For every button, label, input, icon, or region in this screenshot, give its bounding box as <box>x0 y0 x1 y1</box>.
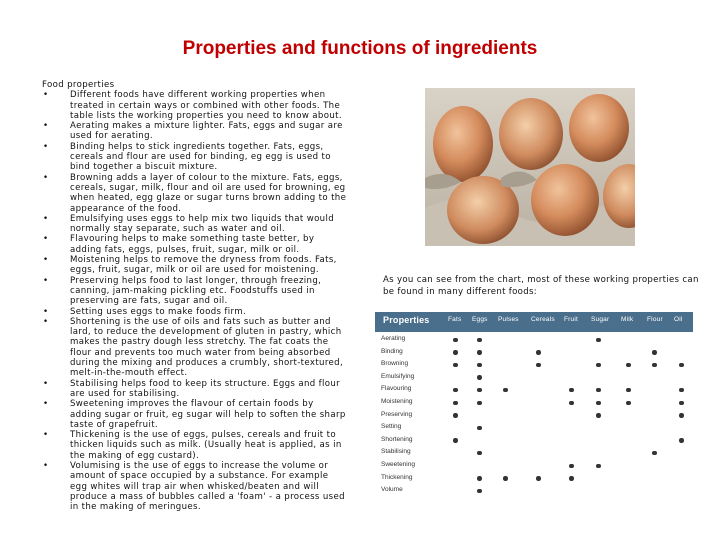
chart-dot <box>477 338 482 343</box>
chart-corner-label: Properties <box>383 315 430 325</box>
chart-column-header: Eggs <box>472 316 488 323</box>
property-item-text: Thickening is the use of eggs, pulses, cereals and fruit to thicken liquids such as milk. (Usually heat is applied, as in the making of egg custard). <box>70 430 342 461</box>
chart-caption: As you can see from the chart, most of these working properties can be found in many different foods: <box>383 275 699 297</box>
eggs-in-carton-image <box>425 88 635 246</box>
property-item <box>42 214 348 235</box>
property-item-text: Shortening is the use of oils and fats such as butter and lard, to reduce the development of gluten in pastry, which makes the pastry dough less stretchy. The fat coats the flour and prevents too much water from being absorbed during the mixing and produces a crumbly, short-textured, melt-in-the-mouth effect. <box>70 316 344 379</box>
chart-dot <box>679 401 684 406</box>
property-item-text: Emulsifying uses eggs to help mix two liquids that would normally stay separate, such as water and oil. <box>70 213 335 235</box>
chart-column-header: Flour <box>647 316 663 323</box>
property-item-text: Preserving helps food to last longer, through freezing, canning, jam-making pickling etc. Foodstuffs used in preserving are fats, sugar and oil. <box>70 275 322 307</box>
chart-row <box>375 397 693 409</box>
chart-dot <box>453 338 458 343</box>
chart-dot <box>569 388 574 393</box>
properties-chart <box>375 312 693 502</box>
bullet-icon: • <box>43 90 49 101</box>
chart-dot <box>679 438 684 443</box>
bullet-icon: • <box>43 316 49 327</box>
chart-row <box>375 460 693 472</box>
chart-column-header: Oil <box>674 316 683 323</box>
chart-dot <box>477 375 482 380</box>
chart-column-header: Fruit <box>564 316 578 323</box>
chart-row <box>375 347 693 359</box>
property-item-text: Sweetening improves the flavour of certain foods by adding sugar or fruit, eg sugar will help to soften the sharp taste of grapefruit. <box>70 399 346 430</box>
bullet-icon: • <box>43 378 49 389</box>
chart-row <box>375 485 693 497</box>
chart-dot <box>679 363 684 368</box>
chart-dot <box>536 476 541 481</box>
section-heading: Food properties <box>42 80 115 90</box>
chart-dot <box>679 388 684 393</box>
chart-row-label: Emulsifying <box>381 372 415 380</box>
chart-row-label: Browning <box>381 360 409 368</box>
chart-dot <box>477 489 482 494</box>
property-item-text: Stabilising helps food to keep its structure. Eggs and flour are used for stabilising. <box>70 378 341 399</box>
property-item-text: Different foods have different working properties when treated in certain ways or combined with other foods. The table lists the working properties you need to know about. <box>70 90 342 121</box>
property-item-text: Flavouring helps to make something taste better, by adding fats, eggs, pulses, fruit, sugar, milk or oil. <box>70 234 315 255</box>
bullet-icon: • <box>43 234 49 245</box>
chart-dot <box>569 401 574 406</box>
chart-row-label: Setting <box>381 423 402 431</box>
chart-row <box>375 410 693 422</box>
bullet-icon: • <box>43 141 49 152</box>
chart-dot <box>453 363 458 368</box>
chart-header <box>375 312 693 332</box>
food-properties-text <box>42 80 348 512</box>
chart-row-label: Aerating <box>381 335 406 342</box>
property-item <box>42 276 348 307</box>
properties-list <box>42 90 348 512</box>
chart-row-label: Sweetening <box>381 461 415 468</box>
chart-dot <box>569 476 574 481</box>
chart-dot <box>477 388 482 393</box>
chart-dot <box>453 413 458 418</box>
chart-dot <box>477 363 482 368</box>
property-item <box>42 173 348 214</box>
property-item <box>42 255 348 276</box>
eggs-photo <box>425 88 635 246</box>
chart-dot <box>596 338 601 343</box>
chart-dot <box>596 388 601 393</box>
chart-column-header: Fats <box>448 316 462 323</box>
chart-dot <box>652 350 657 355</box>
chart-dot <box>503 476 508 481</box>
chart-dot <box>626 363 631 368</box>
chart-row <box>375 359 693 371</box>
bullet-icon: • <box>43 121 49 132</box>
chart-dot <box>477 350 482 355</box>
chart-dot <box>503 388 508 393</box>
chart-row <box>375 473 693 485</box>
bullet-icon: • <box>43 213 49 224</box>
property-item <box>42 234 348 255</box>
chart-row-label: Preserving <box>381 410 413 418</box>
chart-row-label: Shortening <box>381 435 413 443</box>
bullet-icon: • <box>43 430 49 441</box>
chart-dot <box>679 413 684 418</box>
chart-row-label: Moistening <box>381 398 413 405</box>
property-item-text: Aerating makes a mixture lighter. Fats, eggs and sugar are used for aerating. <box>70 121 343 142</box>
chart-column-header: Sugar <box>591 316 610 323</box>
chart-row <box>375 384 693 396</box>
chart-row-label: Flavouring <box>381 385 412 393</box>
chart-row-label: Stabilising <box>381 448 411 456</box>
chart-dot <box>453 438 458 443</box>
chart-dot <box>536 363 541 368</box>
chart-dot <box>453 388 458 393</box>
property-item <box>42 142 348 173</box>
chart-dot <box>453 401 458 406</box>
chart-column-header: Milk <box>621 316 634 323</box>
property-item <box>42 90 348 121</box>
property-item-text: Binding helps to stick ingredients together. Fats, eggs, cereals and flour are used for binding, eg egg is used to bind together a biscuit mixture. <box>70 141 331 173</box>
chart-dot <box>596 413 601 418</box>
property-item <box>42 399 348 430</box>
chart-row <box>375 372 693 384</box>
chart-row-label: Binding <box>381 347 403 355</box>
property-item-text: Volumising is the use of eggs to increase the volume or amount of space occupied by a substance. For example egg whites will trap air when whisked/beaten and will produce a mass of bubbles called a 'foam' - a process used in the making of meringues. <box>70 460 345 513</box>
chart-dot <box>596 363 601 368</box>
chart-dot <box>477 451 482 456</box>
chart-row <box>375 422 693 434</box>
chart-dot <box>652 451 657 456</box>
chart-column-header: Pulses <box>498 316 519 323</box>
property-item <box>42 317 348 379</box>
chart-dot <box>477 426 482 431</box>
chart-dot <box>453 350 458 355</box>
chart-row <box>375 334 693 346</box>
chart-dot <box>477 401 482 406</box>
chart-dot <box>477 476 482 481</box>
property-item-text: Browning adds a layer of colour to the mixture. Fats, eggs, cereals, sugar, milk, flour and oil are used for browning, eg when heated, egg glaze or sugar turns brown adding to the appearance of the food. <box>70 172 347 214</box>
chart-row <box>375 435 693 447</box>
chart-row-label: Thickening <box>381 473 413 481</box>
chart-dot <box>569 464 574 469</box>
bullet-icon: • <box>43 172 49 183</box>
property-item <box>42 307 348 317</box>
chart-dot <box>596 401 601 406</box>
property-item <box>42 430 348 461</box>
property-item <box>42 121 348 142</box>
property-item <box>42 379 348 400</box>
chart-row <box>375 447 693 459</box>
property-item-text: Moistening helps to remove the dryness from foods. Fats, eggs, fruit, sugar, milk or oil are used for moistening. <box>70 255 337 276</box>
bullet-icon: • <box>43 275 49 286</box>
bullet-icon: • <box>43 255 49 266</box>
chart-dot <box>626 388 631 393</box>
chart-dot <box>596 464 601 469</box>
bullet-icon: • <box>43 306 49 317</box>
chart-column-header: Cereals <box>531 316 555 323</box>
chart-dot <box>652 363 657 368</box>
property-item <box>42 461 348 512</box>
chart-dot <box>626 401 631 406</box>
bullet-icon: • <box>43 460 49 471</box>
chart-dot <box>536 350 541 355</box>
bullet-icon: • <box>43 399 49 410</box>
property-item-text: Setting uses eggs to make foods firm. <box>70 306 247 317</box>
chart-row-label: Volume <box>381 486 403 494</box>
page-title: Properties and functions of ingredients <box>182 38 538 59</box>
